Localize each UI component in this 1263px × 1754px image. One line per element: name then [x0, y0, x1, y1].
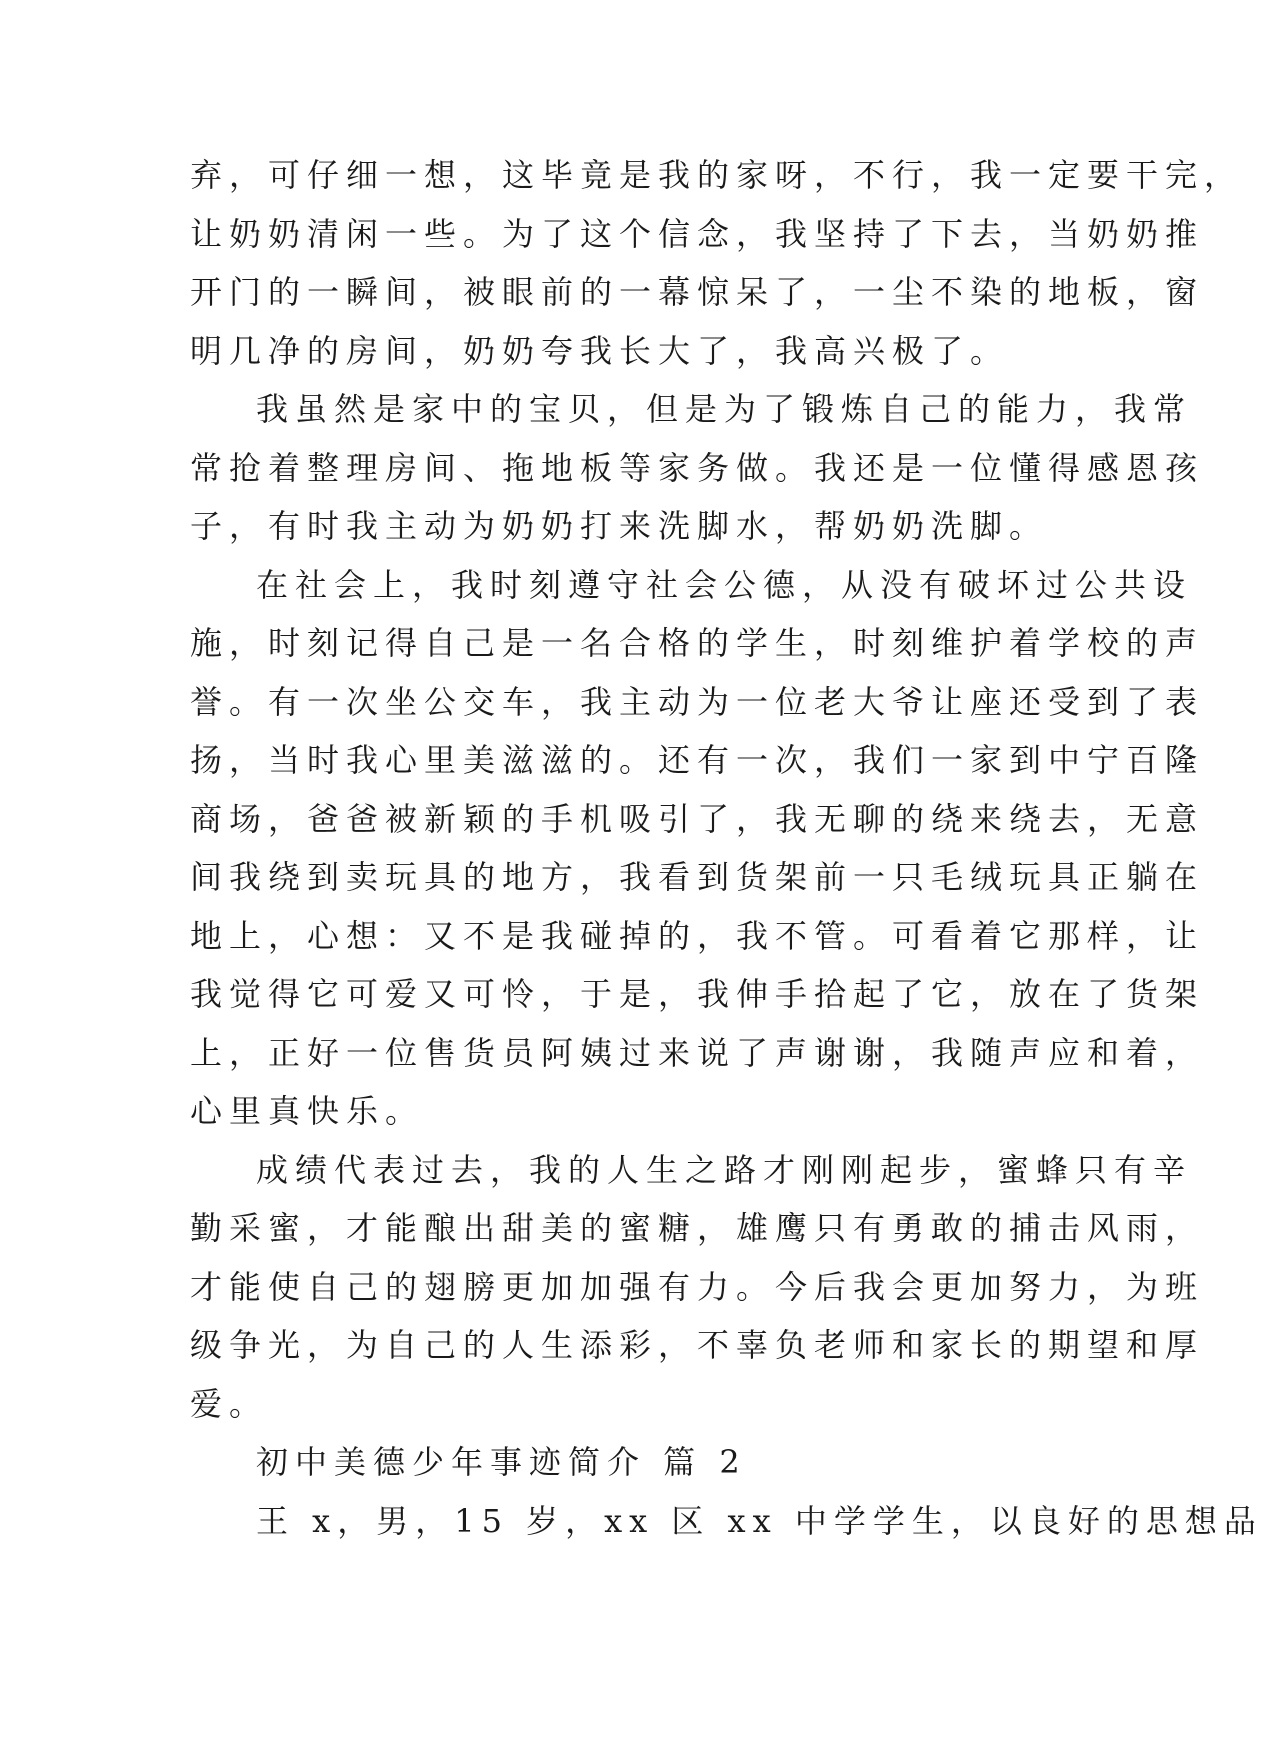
- text-line: 我虽然是家中的宝贝，但是为了锻炼自己的能力，我常: [256, 390, 1193, 428]
- text-line: 上，正好一位售货员阿姨过来说了声谢谢，我随声应和着，: [190, 1033, 1205, 1072]
- paragraph: [190, 146, 1244, 380]
- text-line: 弃，可仔细一想，这毕竟是我的家呀，不行，我一定要干完，: [190, 156, 1244, 194]
- text-line: 级争光，为自己的人生添彩，不辜负老师和家长的期望和厚: [190, 1326, 1205, 1364]
- section-heading-text: 初中美德少年事迹简介 篇 2: [256, 1443, 747, 1481]
- text-line: 间我绕到卖玩具的地方，我看到货架前一只毛绒玩具正躺在: [190, 858, 1205, 896]
- text-line: 开门的一瞬间，被眼前的一幕惊呆了，一尘不染的地板，窗: [190, 273, 1205, 311]
- text-line: 常抢着整理房间、拖地板等家务做。我还是一位懂得感恩孩: [190, 448, 1205, 487]
- text-line: 誉。有一次坐公交车，我主动为一位老大爷让座还受到了表: [190, 682, 1205, 721]
- text-line: 子，有时我主动为奶奶打来洗脚水，帮奶奶洗脚。: [190, 507, 1049, 545]
- paragraph: [190, 556, 1205, 1141]
- paragraph: [190, 1141, 1205, 1434]
- text-line: 施，时刻记得自己是一名合格的学生，时刻维护着学校的声: [190, 624, 1205, 662]
- text-line: 在社会上，我时刻遵守社会公德，从没有破坏过公共设: [256, 565, 1193, 604]
- text-line: 我觉得它可爱又可怜，于是，我伸手拾起了它，放在了货架: [190, 975, 1205, 1013]
- text-line: 让奶奶清闲一些。为了这个信念，我坚持了下去，当奶奶推: [190, 214, 1205, 253]
- paragraph: [190, 1492, 1263, 1551]
- text-line: 爱。: [190, 1384, 269, 1423]
- text-line: 扬，当时我心里美滋滋的。还有一次，我们一家到中宁百隆: [190, 741, 1205, 779]
- text-line: 地上，心想：又不是我碰掉的，我不管。可看着它那样，让: [190, 916, 1205, 955]
- paragraph: [190, 380, 1205, 556]
- text-line: 商场，爸爸被新颖的手机吸引了，我无聊的绕来绕去，无意: [190, 799, 1205, 838]
- section-heading: [190, 1433, 1050, 1492]
- text-line: 勤采蜜，才能酿出甜美的蜜糖，雄鹰只有勇敢的捕击风雨，: [190, 1209, 1205, 1247]
- text-line: 成绩代表过去，我的人生之路才刚刚起步，蜜蜂只有辛: [256, 1150, 1193, 1189]
- text-line: 王 x，男，15 岁，xx 区 xx 中学学生，以良好的思想品: [256, 1501, 1263, 1540]
- document-body: [190, 146, 1263, 1550]
- text-line: 才能使自己的翅膀更加加强有力。今后我会更加努力，为班: [190, 1267, 1205, 1306]
- text-line: 明几净的房间，奶奶夸我长大了，我高兴极了。: [190, 331, 1010, 370]
- text-line: 心里真快乐。: [190, 1092, 425, 1130]
